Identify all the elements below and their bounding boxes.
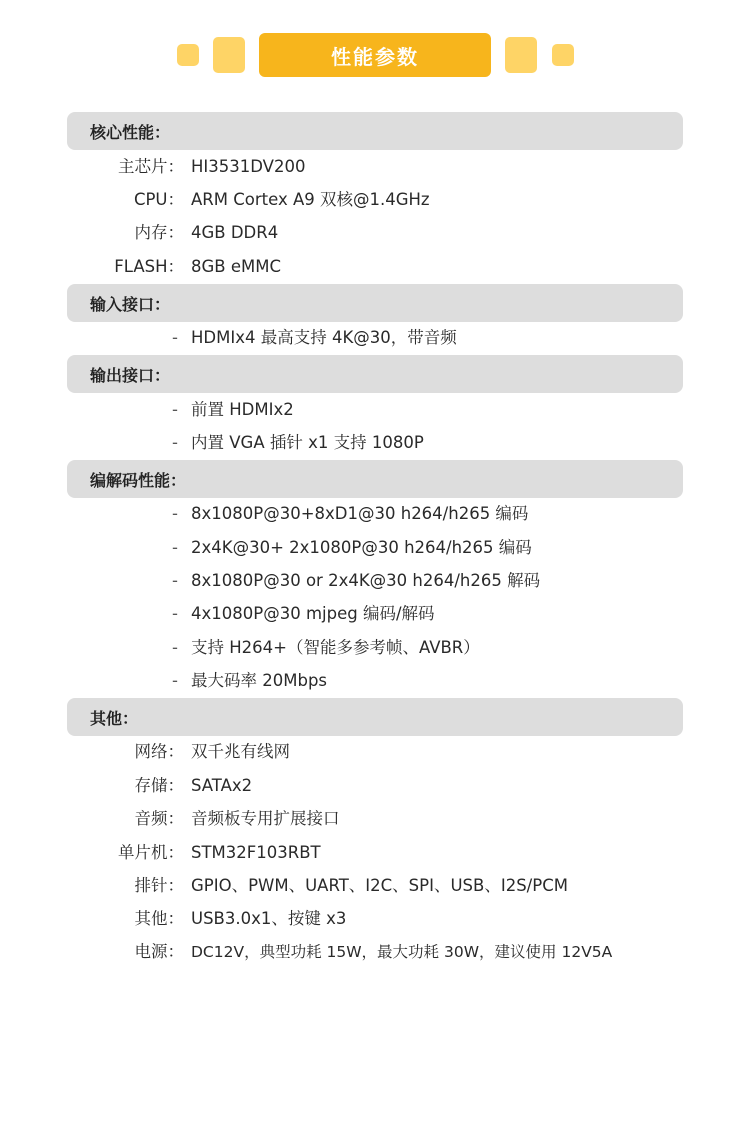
list-item: [0, 501, 750, 527]
list-item: [0, 397, 750, 423]
decor-square: [505, 37, 537, 73]
spec-value: 前置 HDMIx2: [191, 400, 294, 419]
spec-value: 2x4K@30+ 2x1080P@30 h264/h265 编码: [191, 538, 532, 557]
spec-value: 支持 H264+（智能多参考帧、AVBR）: [191, 638, 480, 657]
spec-row: [0, 254, 750, 280]
list-item: [0, 325, 750, 351]
spec-row: [0, 220, 750, 246]
bullet-dash: -: [172, 571, 178, 590]
spec-value: DC12V，典型功耗 15W，最大功耗 30W，建议使用 12V5A: [191, 943, 613, 961]
title-banner: [0, 33, 750, 79]
spec-value: STM32F103RBT: [191, 843, 321, 862]
spec-row: [0, 739, 750, 765]
spec-label: 电源：: [134, 942, 184, 961]
bullet-dash: -: [172, 538, 178, 557]
spec-label: CPU：: [133, 190, 184, 209]
spec-value: 4x1080P@30 mjpeg 编码/解码: [191, 604, 435, 623]
spec-value: 内置 VGA 插针 x1 支持 1080P: [191, 433, 424, 452]
spec-row: [0, 773, 750, 799]
spec-label: 排针：: [134, 876, 184, 895]
spec-label: 其他：: [134, 909, 184, 928]
section-header-input: 输入接口：: [67, 284, 683, 322]
section-header-codec: 编解码性能：: [67, 460, 683, 498]
list-item: [0, 601, 750, 627]
list-item: [0, 430, 750, 456]
spec-value: 8GB eMMC: [191, 257, 281, 276]
bullet-dash: -: [172, 328, 178, 347]
bullet-dash: -: [172, 604, 178, 623]
spec-value: 8x1080P@30 or 2x4K@30 h264/h265 解码: [191, 571, 541, 590]
spec-row: [0, 906, 750, 932]
spec-row: [0, 840, 750, 866]
decor-square: [177, 44, 199, 66]
spec-label: 网络：: [134, 742, 184, 761]
spec-value: HDMIx4 最高支持 4K@30，带音频: [191, 328, 457, 347]
spec-row: [0, 187, 750, 213]
list-item: [0, 568, 750, 594]
spec-value: HI3531DV200: [191, 157, 306, 176]
spec-label: 单片机：: [118, 843, 184, 862]
spec-label: 存储：: [134, 776, 184, 795]
spec-row: [0, 806, 750, 832]
spec-value: USB3.0x1、按键 x3: [191, 909, 347, 928]
section-header-other: 其他：: [67, 698, 683, 736]
spec-value: ARM Cortex A9 双核@1.4GHz: [191, 190, 430, 209]
spec-value: SATAx2: [191, 776, 253, 795]
section-header-core: 核心性能：: [67, 112, 683, 150]
bullet-dash: -: [172, 433, 178, 452]
decor-square: [552, 44, 574, 66]
list-item: [0, 635, 750, 661]
spec-row: [0, 154, 750, 180]
page-title: 性能参数: [259, 33, 491, 77]
spec-value: 双千兆有线网: [191, 742, 290, 761]
spec-value: 8x1080P@30+8xD1@30 h264/h265 编码: [191, 504, 529, 523]
bullet-dash: -: [172, 504, 178, 523]
spec-label: 主芯片：: [118, 157, 184, 176]
list-item: [0, 668, 750, 694]
spec-value: 最大码率 20Mbps: [191, 671, 328, 690]
spec-value: 4GB DDR4: [191, 223, 279, 242]
bullet-dash: -: [172, 671, 178, 690]
decor-square: [213, 37, 245, 73]
spec-label: 内存：: [134, 223, 184, 242]
spec-value: GPIO、PWM、UART、I2C、SPI、USB、I2S/PCM: [191, 876, 568, 895]
spec-row: [0, 939, 750, 965]
list-item: [0, 535, 750, 561]
bullet-dash: -: [172, 638, 178, 657]
spec-row: [0, 873, 750, 899]
spec-value: 音频板专用扩展接口: [191, 809, 340, 828]
spec-label: FLASH：: [114, 257, 184, 276]
spec-label: 音频：: [134, 809, 184, 828]
bullet-dash: -: [172, 400, 178, 419]
section-header-output: 输出接口：: [67, 355, 683, 393]
